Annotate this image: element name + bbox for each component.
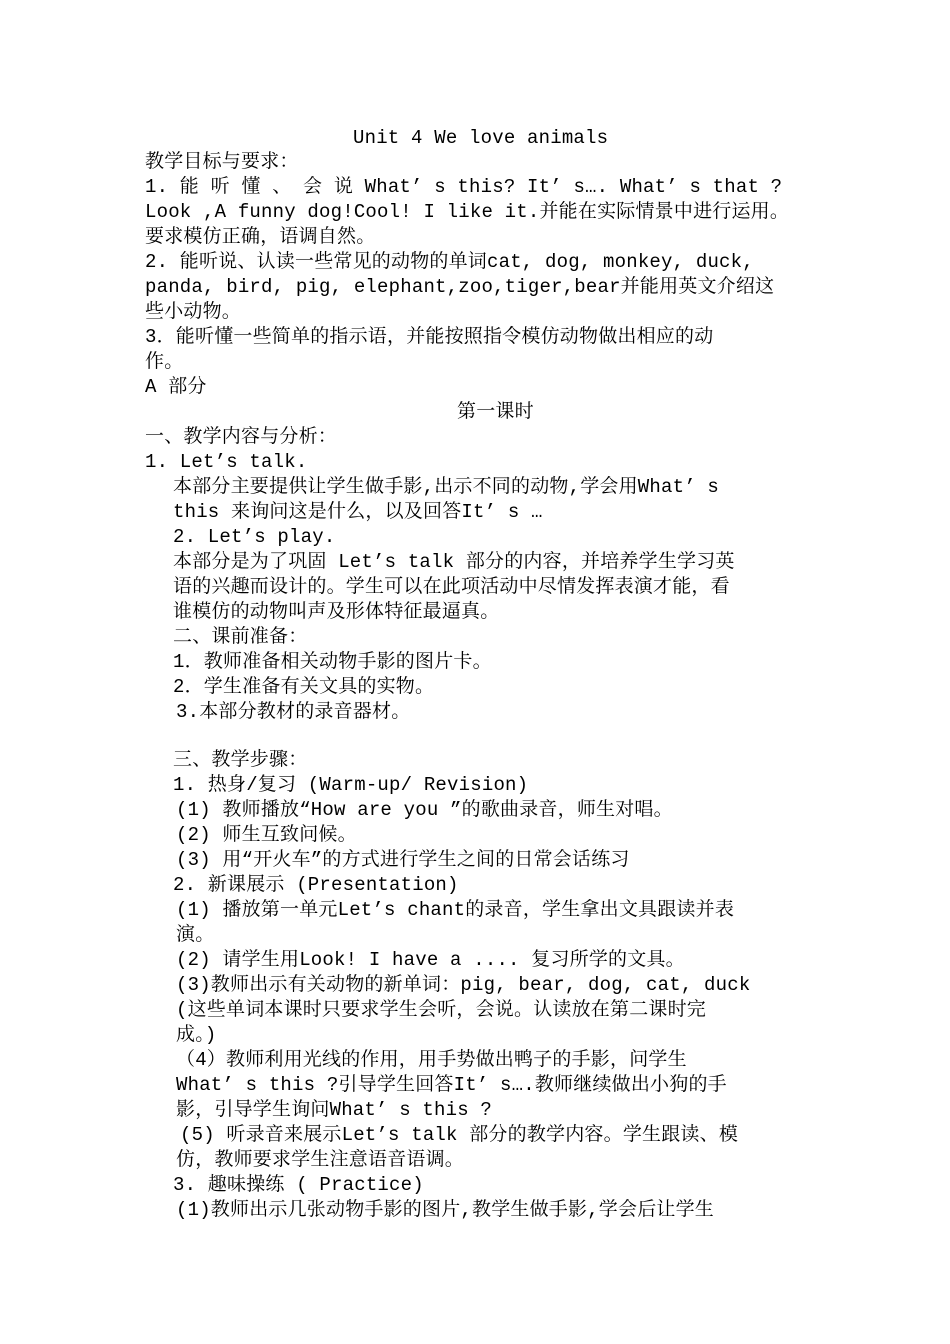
step-2-a-line-1: (1) 播放第一单元Let’s chant的录音，学生拿出文具跟读并表: [176, 899, 735, 921]
item-1-desc-line-1: 本部分主要提供让学生做手影,出示不同的动物,学会用What’ s: [173, 476, 720, 498]
step-3-a: (1)教师出示几张动物手影的图片,教学生做手影,学会后让学生: [176, 1199, 715, 1221]
goal-2-line-2: panda, bird, pig, elephant,zoo,tiger,bear并能用英文介绍这: [145, 276, 775, 298]
goal-1-line-3: 要求模仿正确，语调自然。: [145, 226, 376, 248]
goal-2-line-3: 些小动物。: [145, 301, 242, 323]
section-3-heading: 三、教学步骤：: [173, 749, 308, 771]
goal-3-line-2: 作。: [145, 351, 184, 373]
step-1-a: (1) 教师播放“How are you ”的歌曲录音，师生对唱。: [176, 799, 673, 821]
goal-1-line-1: 1. 能 听 懂 、 会 说 What’ s this? It’ s…. What’ s that ?: [145, 176, 783, 198]
item-1-title: 1. Let’s talk.: [145, 451, 308, 473]
section-1-heading: 一、教学内容与分析：: [145, 426, 338, 448]
item-2-title: 2. Let’s play.: [173, 526, 336, 548]
prep-item-1: 1．教师准备相关动物手影的图片卡。: [173, 651, 492, 673]
item-2-desc-line-2: 语的兴趣而设计的。学生可以在此项活动中尽情发挥表演才能，看: [173, 576, 730, 598]
step-2-e-line-2: 仿，教师要求学生注意语音语调。: [176, 1149, 465, 1171]
item-2-desc-line-1: 本部分是为了巩固 Let’s talk 部分的内容，并培养学生学习英: [173, 551, 735, 573]
step-2-c-line-3: 成。): [176, 1024, 217, 1046]
step-2-e-line-1: (5) 听录音来展示Let’s talk 部分的教学内容。学生跟读、模: [180, 1124, 739, 1146]
step-2-c-line-1: (3)教师出示有关动物的新单词：pig, bear, dog, cat, duck: [176, 974, 751, 996]
step-2-c-line-2: (这些单词本课时只要求学生会听，会说。认读放在第二课时完: [176, 999, 707, 1021]
step-2-a-line-2: 演。: [176, 924, 215, 946]
section-2-heading: 二、课前准备：: [173, 626, 308, 648]
item-2-desc-line-3: 谁模仿的动物叫声及形体特征最逼真。: [173, 601, 500, 623]
goal-3-line-1: 3．能听懂一些简单的指示语，并能按照指令模仿动物做出相应的动: [145, 326, 714, 348]
goal-2-line-1: 2. 能听说、认读一些常见的动物的单词cat, dog, monkey, duck,: [145, 251, 754, 273]
step-2-d-line-2: What’ s this ?引导学生回答It’ s….教师继续做出小狗的手: [176, 1074, 727, 1096]
goal-1-line-2: Look ,A funny dog!Cool! I like it.并能在实际情景中进行运用。: [145, 201, 790, 223]
step-2-b: (2) 请学生用Look! I have a .... 复习所学的文具。: [176, 949, 685, 971]
document-title: Unit 4 We love animals: [353, 127, 609, 149]
step-2-d-line-3: 影，引导学生询问What’ s this ?: [176, 1099, 493, 1121]
prep-item-3: 3.本部分教材的录音器材。: [176, 701, 411, 723]
part-a-label: A 部分: [145, 376, 207, 398]
prep-item-2: 2．学生准备有关文具的实物。: [173, 676, 435, 698]
step-1-c: (3) 用“开火车”的方式进行学生之间的日常会话练习: [176, 849, 630, 871]
step-1-b: (2) 师生互致问候。: [176, 824, 357, 846]
step-1-title: 1. 热身/复习 (Warm-up/ Revision): [173, 774, 529, 796]
step-2-title: 2. 新课展示 (Presentation): [173, 874, 459, 896]
step-3-title: 3. 趣味操练 ( Practice): [173, 1174, 424, 1196]
step-2-d-line-1: （4）教师利用光线的作用，用手势做出鸭子的手影，问学生: [176, 1049, 687, 1071]
lesson-title: 第一课时: [457, 401, 534, 423]
item-1-desc-line-2: this 来询问这是什么，以及回答It’ s …: [173, 501, 543, 523]
goals-heading: 教学目标与要求：: [145, 151, 299, 173]
